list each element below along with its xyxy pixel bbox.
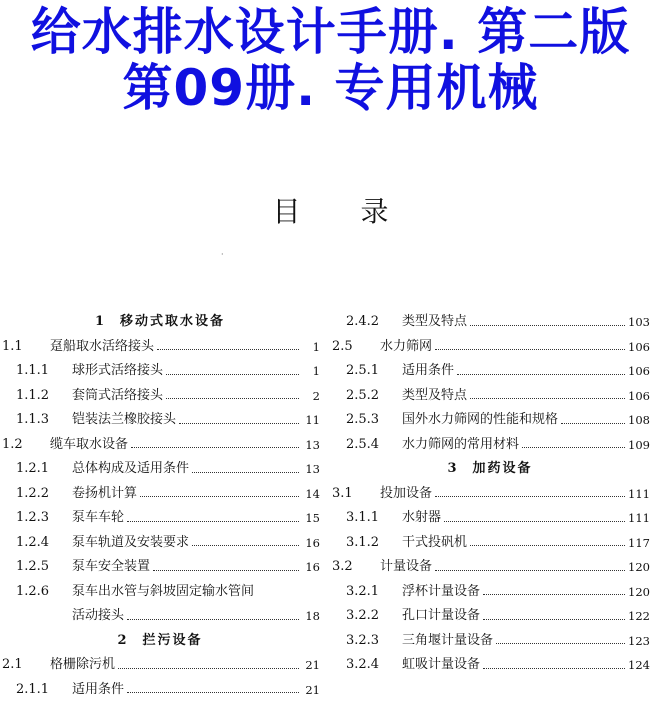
dot-leader [522, 447, 625, 448]
section-number: 1.1.3 [0, 408, 72, 433]
page-number: 109 [628, 433, 650, 458]
section-title: 卷扬机计算 [72, 482, 137, 507]
page-number: 2 [302, 384, 320, 409]
toc-entry [0, 531, 320, 556]
dot-leader [157, 349, 299, 350]
section-title: 水射器 [402, 506, 441, 531]
dot-leader [435, 349, 625, 350]
toc-right-column [330, 310, 650, 678]
dot-leader [192, 545, 299, 546]
section-number: 3.1.2 [330, 531, 402, 556]
chapter-number: 1 [95, 310, 106, 335]
section-number: 1.1.2 [0, 384, 72, 409]
page-number: 13 [302, 457, 320, 482]
dot-leader [470, 545, 625, 546]
toc-entry [330, 384, 650, 409]
section-number: 2.5.2 [330, 384, 402, 409]
page-number: 106 [628, 359, 650, 384]
section-number: 2.4.2 [330, 310, 402, 335]
section-number: 3.2.3 [330, 629, 402, 654]
section-number: 1.2.6 [0, 580, 72, 605]
section-title: 套筒式活络接头 [72, 384, 163, 409]
section-number: 2.5.1 [330, 359, 402, 384]
toc-entry [330, 335, 650, 360]
page-number: 117 [628, 531, 650, 556]
toc-entry [330, 433, 650, 458]
section-title: 类型及特点 [402, 310, 467, 335]
section-number: 2.1 [0, 653, 50, 678]
dot-leader [153, 570, 299, 571]
section-title: 三角堰计量设备 [402, 629, 493, 654]
toc-entry [0, 580, 320, 605]
toc-chapter-heading [330, 457, 650, 482]
dot-leader [179, 423, 299, 424]
dot-leader [192, 472, 299, 473]
dot-leader [166, 398, 299, 399]
dot-leader [127, 619, 299, 620]
chapter-number: 2 [117, 629, 128, 654]
dot-leader [127, 692, 299, 693]
book-title-line1: 给水排水设计手册. 第二版 [0, 4, 661, 60]
dot-leader [561, 423, 625, 424]
page-number: 106 [628, 335, 650, 360]
toc-entry [330, 604, 650, 629]
page-number: 16 [302, 531, 320, 556]
section-title: 泵车轨道及安装要求 [72, 531, 189, 556]
dot-leader [140, 496, 299, 497]
page-number: 111 [628, 506, 650, 531]
toc-entry [330, 531, 650, 556]
page-number: 120 [628, 555, 650, 580]
dot-leader [470, 325, 625, 326]
page-number: 123 [628, 629, 650, 654]
section-title: 投加设备 [380, 482, 432, 507]
section-number: 1.2 [0, 433, 50, 458]
toc-left-column [0, 310, 320, 702]
section-title: 活动接头 [72, 604, 124, 629]
dot-leader [166, 374, 299, 375]
section-title: 铠装法兰橡胶接头 [72, 408, 176, 433]
toc-entry [0, 555, 320, 580]
dot-leader [127, 521, 299, 522]
section-title: 适用条件 [402, 359, 454, 384]
page-number: 14 [302, 482, 320, 507]
chapter-title: 移动式取水设备 [120, 310, 225, 335]
page-number: 106 [628, 384, 650, 409]
toc-chapter-heading [0, 310, 320, 335]
chapter-number: 3 [447, 457, 458, 482]
section-number: 3.2.4 [330, 653, 402, 678]
dot-leader [470, 398, 625, 399]
section-title: 缆车取水设备 [50, 433, 128, 458]
page-number: 108 [628, 408, 650, 433]
page-number: 103 [628, 310, 650, 335]
page-number: 21 [302, 653, 320, 678]
dot-leader [457, 374, 625, 375]
section-number: 2.1.1 [0, 678, 72, 702]
section-title: 类型及特点 [402, 384, 467, 409]
toc-entry [330, 629, 650, 654]
page-number: 1 [302, 335, 320, 360]
toc-entry [0, 604, 320, 629]
section-number: 1.2.2 [0, 482, 72, 507]
section-title: 水力筛网的常用材料 [402, 433, 519, 458]
section-title: 适用条件 [72, 678, 124, 702]
section-number: 3.2.2 [330, 604, 402, 629]
toc-entry [330, 580, 650, 605]
page-number: 13 [302, 433, 320, 458]
toc-entry [0, 482, 320, 507]
page-number: 122 [628, 604, 650, 629]
section-title: 水力筛网 [380, 335, 432, 360]
toc-entry [0, 433, 320, 458]
stray-dot-mark: · [221, 250, 224, 259]
section-title: 泵车出水管与斜坡固定输水管间 [72, 580, 254, 605]
toc-entry [330, 506, 650, 531]
toc-entry [0, 359, 320, 384]
dot-leader [483, 594, 625, 595]
section-title: 浮杯计量设备 [402, 580, 480, 605]
dot-leader [483, 619, 625, 620]
toc-entry [0, 653, 320, 678]
section-title: 孔口计量设备 [402, 604, 480, 629]
dot-leader [435, 570, 625, 571]
chapter-title: 拦污设备 [143, 629, 203, 654]
toc-entry [330, 555, 650, 580]
page-number: 15 [302, 506, 320, 531]
chapter-title: 加药设备 [473, 457, 533, 482]
dot-leader [131, 447, 299, 448]
section-number: 1.1.1 [0, 359, 72, 384]
dot-leader [496, 643, 625, 644]
toc-entry [0, 335, 320, 360]
section-title: 泵车车轮 [72, 506, 124, 531]
book-title-line2: 第09册. 专用机械 [0, 60, 661, 116]
page-number: 1 [302, 359, 320, 384]
section-title: 趸船取水活络接头 [50, 335, 154, 360]
dot-leader [483, 668, 625, 669]
book-title-banner [0, 0, 661, 116]
toc-entry [0, 408, 320, 433]
section-number: 3.1.1 [330, 506, 402, 531]
page-number: 21 [302, 678, 320, 702]
dot-leader [444, 521, 625, 522]
section-title: 虹吸计量设备 [402, 653, 480, 678]
section-title: 球形式活络接头 [72, 359, 163, 384]
page-number: 16 [302, 555, 320, 580]
page-number: 120 [628, 580, 650, 605]
dot-leader [435, 496, 625, 497]
section-number: 1.2.1 [0, 457, 72, 482]
page-number: 18 [302, 604, 320, 629]
toc-entry [0, 457, 320, 482]
section-number: 1.2.3 [0, 506, 72, 531]
toc-entry [330, 310, 650, 335]
toc-entry [0, 678, 320, 702]
section-number: 2.5 [330, 335, 380, 360]
toc-chapter-heading [0, 629, 320, 654]
section-number: 2.5.4 [330, 433, 402, 458]
page-number: 11 [302, 408, 320, 433]
toc-entry [0, 506, 320, 531]
section-number: 1.2.5 [0, 555, 72, 580]
section-title: 干式投矾机 [402, 531, 467, 556]
toc-entry [0, 384, 320, 409]
section-title: 格栅除污机 [50, 653, 115, 678]
section-title: 泵车安全装置 [72, 555, 150, 580]
section-title: 国外水力筛网的性能和规格 [402, 408, 558, 433]
section-number: 3.2 [330, 555, 380, 580]
page-number: 111 [628, 482, 650, 507]
toc-entry [330, 408, 650, 433]
toc-entry [330, 653, 650, 678]
section-number: 3.2.1 [330, 580, 402, 605]
dot-leader [118, 668, 299, 669]
section-title: 总体构成及适用条件 [72, 457, 189, 482]
toc-entry [330, 359, 650, 384]
section-number: 2.5.3 [330, 408, 402, 433]
page-number: 124 [628, 653, 650, 678]
toc-heading: 目录 [0, 190, 661, 230]
section-number: 3.1 [330, 482, 380, 507]
section-number: 1.1 [0, 335, 50, 360]
section-number: 1.2.4 [0, 531, 72, 556]
section-title: 计量设备 [380, 555, 432, 580]
toc-entry [330, 482, 650, 507]
